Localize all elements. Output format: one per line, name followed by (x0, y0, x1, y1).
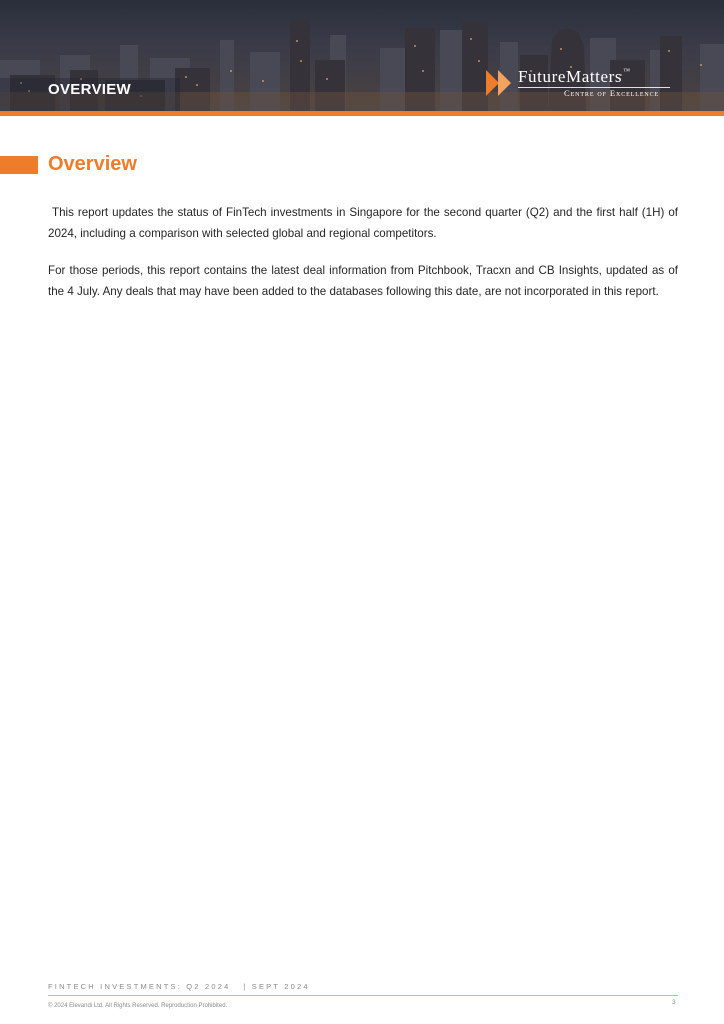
double-chevron-icon (486, 70, 514, 96)
logo-tagline: Centre of Excellence (564, 88, 660, 98)
logo-trademark: ™ (623, 67, 631, 75)
page-number: 3 (672, 999, 676, 1006)
page-title: Overview (48, 153, 137, 175)
header-banner (0, 0, 724, 111)
footer-report-label: FINTECH INVESTMENTS: Q2 2024 | SEPT 2024 (48, 982, 310, 991)
section-marker (0, 156, 38, 174)
logo-name: FutureMatters™ (518, 67, 631, 86)
body-paragraph-1: This report updates the status of FinTech investments in Singapore for the second quarter (Q2) and the first half (1H) of 2024, including a comparison with selected global and regional competitors. (48, 206, 682, 240)
futurematters-logo (486, 68, 686, 100)
footer-copyright: © 2024 Elevandi Ltd. All Rights Reserved. Reproduction Prohibited. (48, 1003, 228, 1009)
header-accent-stripe (0, 111, 724, 116)
body-paragraph-2: For those periods, this report contains the latest deal information from Pitchbook, Tracxn and CB Insights, updated as of the 4 July. Any deals that may have been added to the databases following this date, are not incorporated in this report. (48, 264, 678, 298)
header-section-label: OVERVIEW (48, 81, 131, 98)
footer-divider (48, 995, 678, 996)
